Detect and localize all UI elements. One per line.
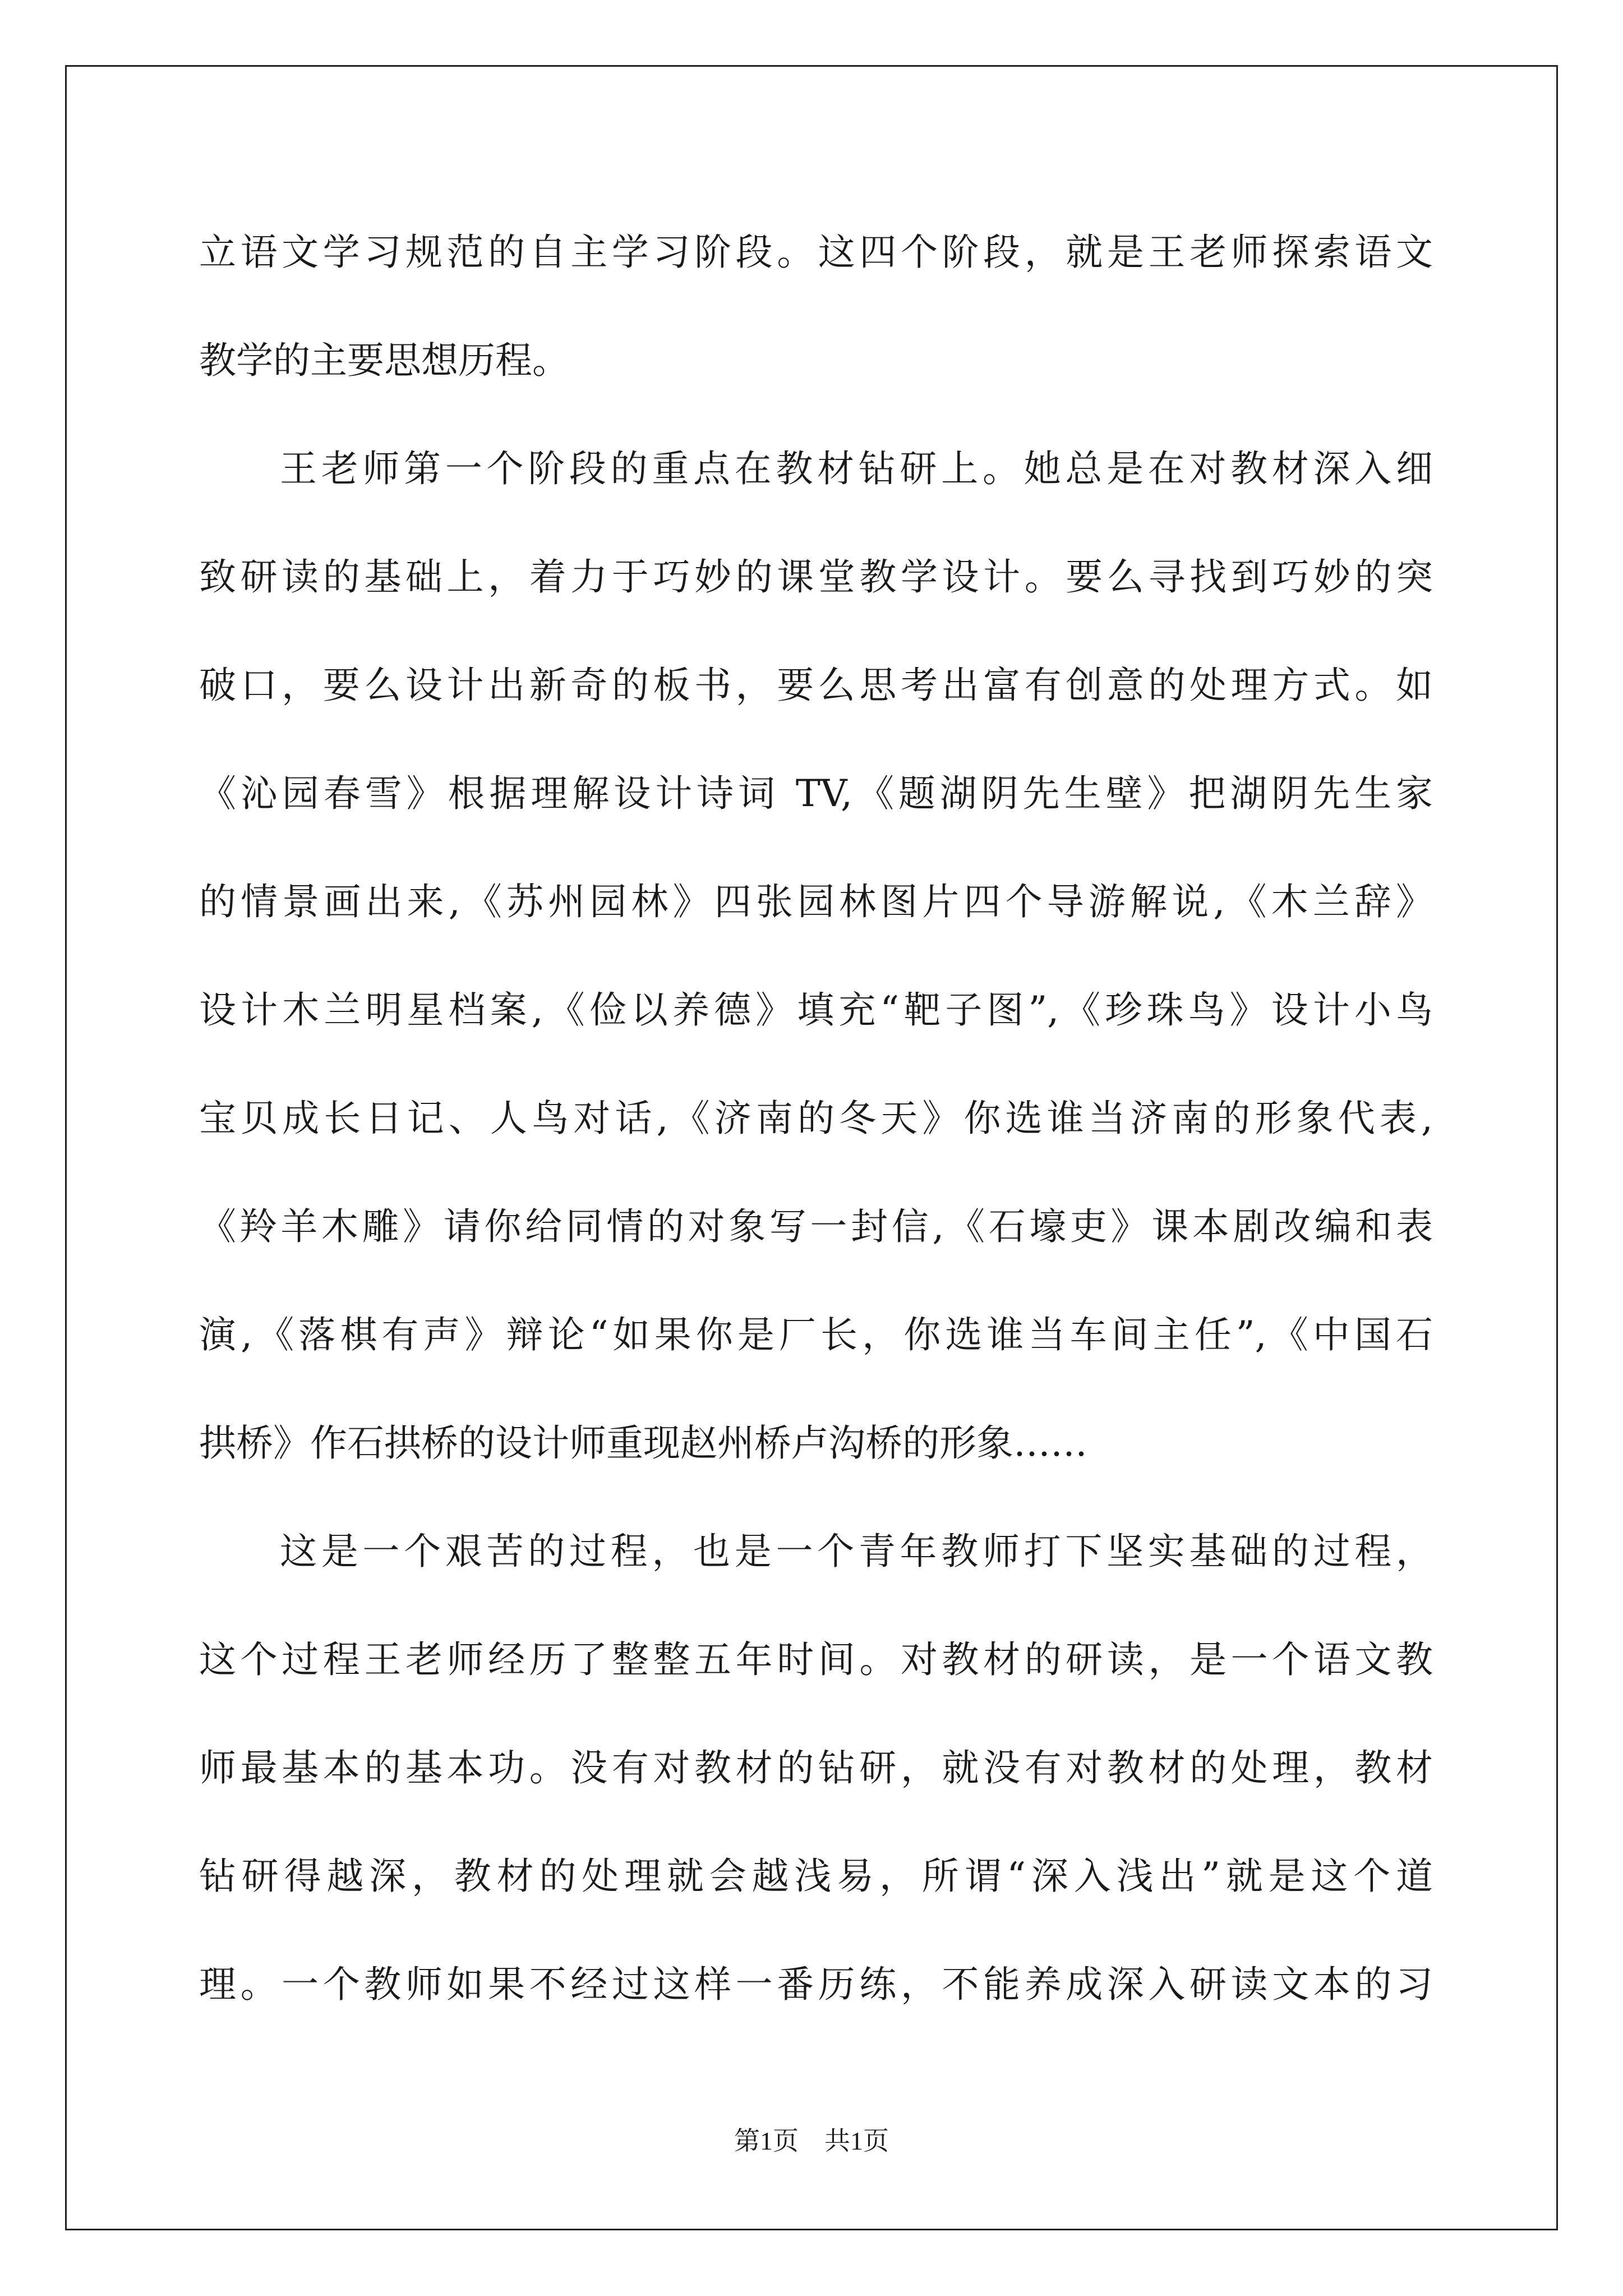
- text-line-6: 《沁园春雪》根据理解设计诗词 TV,《题湖阴先生壁》把湖阴先生家: [199, 772, 1433, 815]
- text-line-5: 破口，要么设计出新奇的板书，要么思考出富有创意的处理方式。如: [199, 664, 1433, 707]
- text-line-12: 拱桥》作石拱桥的设计师重现赵州桥卢沟桥的形象……: [199, 1421, 1087, 1465]
- text-line-4: 致研读的基础上，着力于巧妙的课堂教学设计。要么寻找到巧妙的突: [199, 555, 1433, 599]
- text-line-1: 立语文学习规范的自主学习阶段。这四个阶段，就是王老师探索语文: [199, 231, 1433, 274]
- text-line-9: 宝贝成长日记、人鸟对话,《济南的冬天》你选谁当济南的形象代表,: [199, 1097, 1433, 1140]
- text-line-2: 教学的主要思想历程。: [199, 339, 569, 382]
- document-body: [199, 224, 1433, 2065]
- page-number: 第1页: [734, 2127, 799, 2155]
- text-line-17: 理。一个教师如果不经过这样一番历练，不能养成深入研读文本的习: [199, 1963, 1433, 2006]
- text-line-13: 这是一个艰苦的过程，也是一个青年教师打下坚实基础的过程，: [280, 1530, 1433, 1573]
- text-line-14: 这个过程王老师经历了整整五年时间。对教材的研读，是一个语文教: [199, 1638, 1433, 1681]
- page-footer: [0, 2124, 1623, 2158]
- text-line-15: 师最基本的基本功。没有对教材的钻研，就没有对教材的处理，教材: [199, 1746, 1433, 1789]
- page-total: 共1页: [824, 2127, 889, 2155]
- text-line-7: 的情景画出来,《苏州园林》四张园林图片四个导游解说,《木兰辞》: [199, 880, 1433, 923]
- text-line-3: 王老师第一个阶段的重点在教材钻研上。她总是在对教材深入细: [280, 447, 1433, 490]
- text-line-10: 《羚羊木雕》请你给同情的对象写一封信,《石壕吏》课本剧改编和表: [199, 1205, 1433, 1248]
- text-line-11: 演,《落棋有声》辩论“如果你是厂长，你选谁当车间主任”,《中国石: [199, 1313, 1433, 1356]
- text-line-8: 设计木兰明星档案,《俭以养德》填充“靶子图”,《珍珠鸟》设计小鸟: [199, 988, 1433, 1032]
- text-line-16: 钻研得越深，教材的处理就会越浅易，所谓“深入浅出”就是这个道: [199, 1855, 1433, 1898]
